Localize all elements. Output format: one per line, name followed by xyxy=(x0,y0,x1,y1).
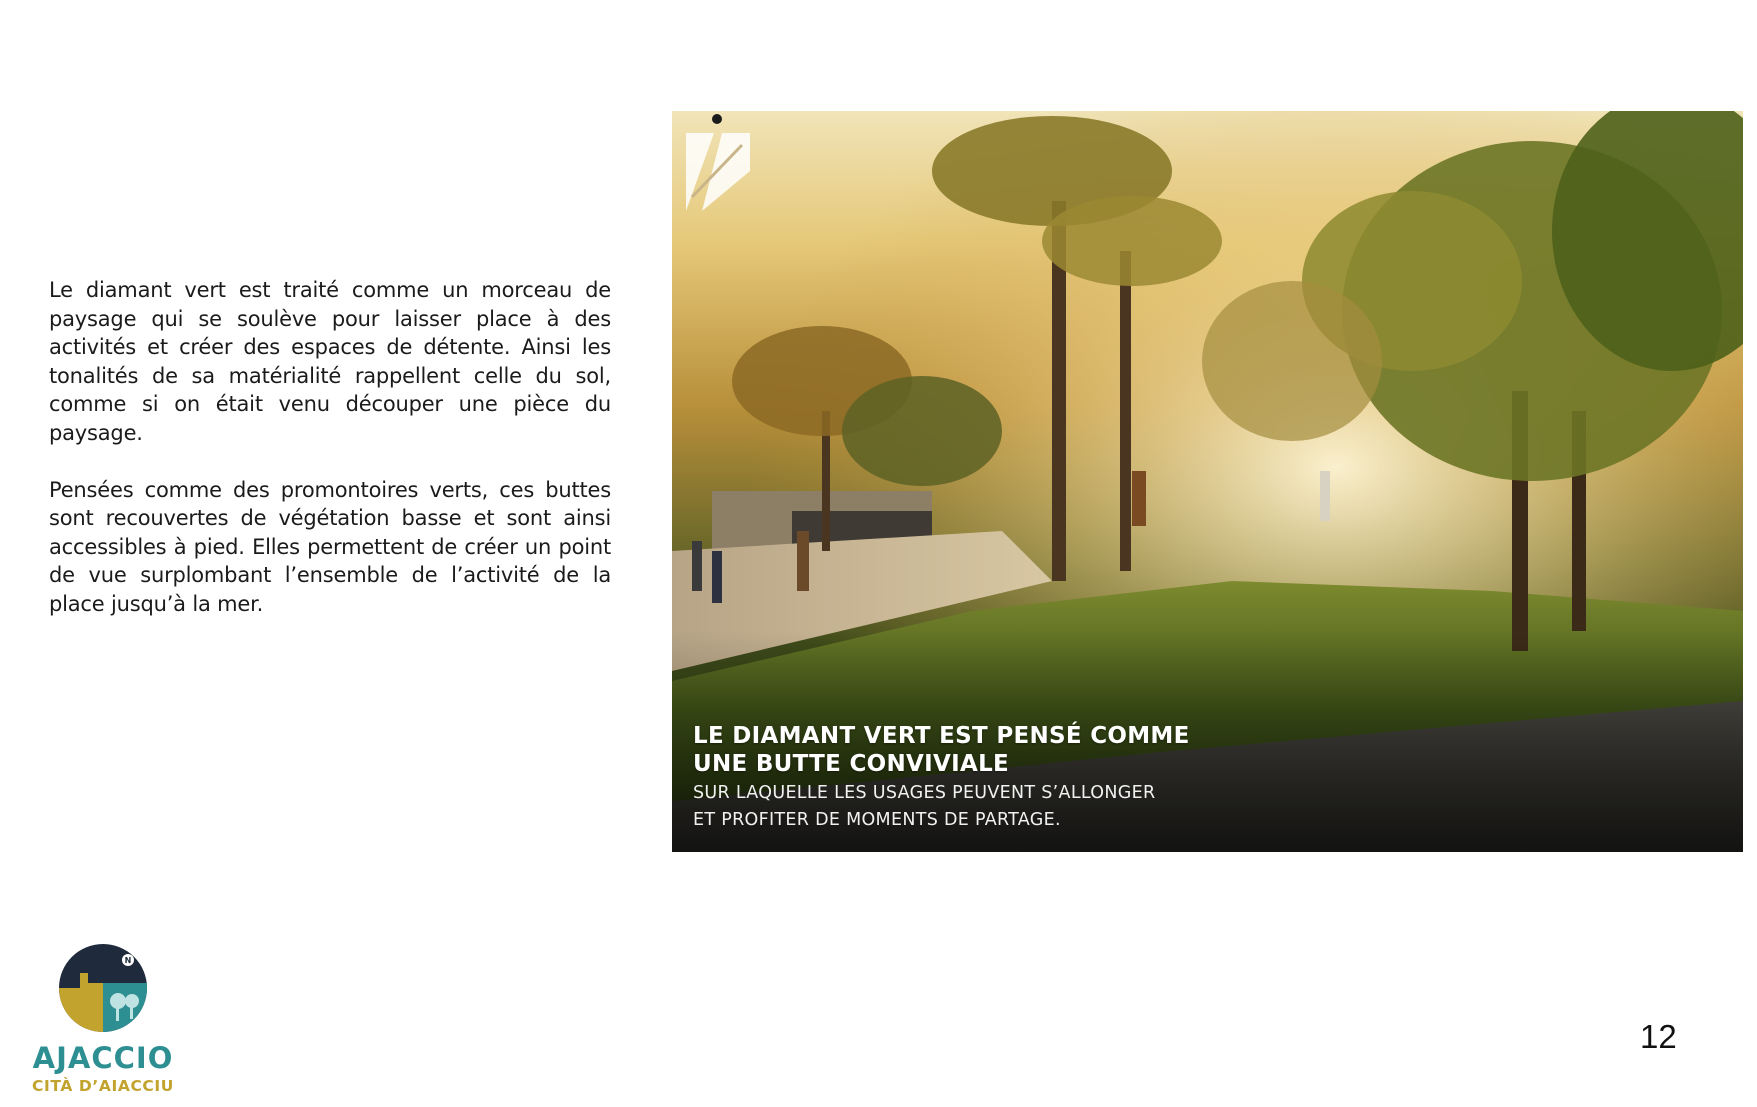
ajaccio-emblem-icon xyxy=(58,943,148,1033)
caption-subtitle-line-2: ET PROFITER DE MOMENTS DE PARTAGE. xyxy=(693,810,1061,830)
compass-letter: N xyxy=(124,956,132,965)
paragraph-1: Le diamant vert est traité comme un morceau de paysage qui se soulève pour laisser place à des activités et créer des espaces de détente. Ainsi les tonalités de sa matérialité rappellent celle du sol, comme si on était venu découper une pièce du paysage. xyxy=(49,278,611,445)
logo-subtitle: CITÀ D’AIACCIU xyxy=(32,1077,174,1095)
paragraph-2: Pensées comme des promontoires verts, ces buttes sont recouvertes de végétation basse et sont ainsi accessibles à pied. Elles permettent de créer un point de vue surplombant l’ensemble de l’activité de la place jusqu’à la mer. xyxy=(49,477,611,616)
caption-title xyxy=(693,722,1253,778)
render-watermark-icon xyxy=(672,111,752,221)
landscape-render-image xyxy=(672,111,1743,852)
caption-title-line-1: LE DIAMANT VERT EST PENSÉ COMME xyxy=(693,723,1190,749)
image-caption xyxy=(693,722,1253,834)
caption-title-line-2: UNE BUTTE CONVIVIALE xyxy=(693,751,1010,777)
body-text xyxy=(49,276,611,647)
caption-subtitle-line-1: SUR LAQUELLE LES USAGES PEUVENT S’ALLONGER xyxy=(693,783,1156,803)
logo-name: AJACCIO xyxy=(32,1041,174,1075)
page-number: 12 xyxy=(1640,1018,1677,1055)
caption-subtitle xyxy=(693,780,1253,834)
